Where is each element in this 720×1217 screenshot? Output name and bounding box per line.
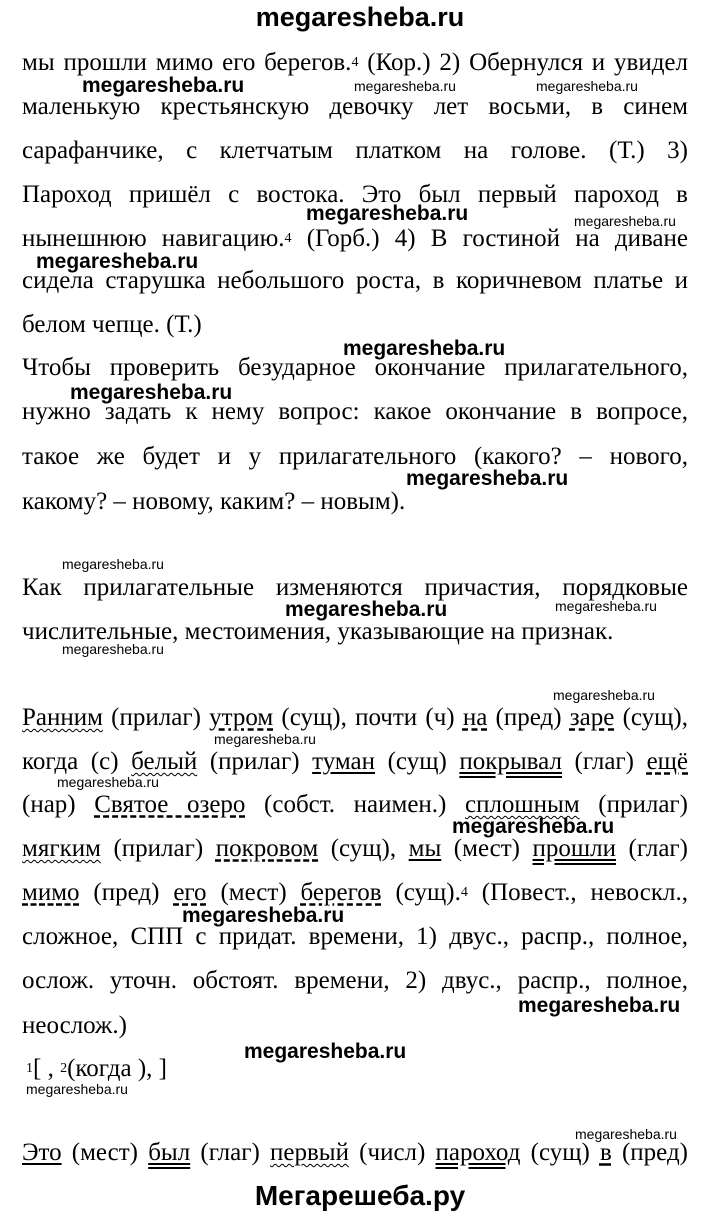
word-object: покровом (215, 835, 319, 862)
watermark: megaresheba.ru (574, 213, 676, 229)
word-predicate: был (148, 1139, 191, 1166)
text-line: мы прошли мимо его берегов.$^4$ (Кор.) 2) Обернулся и увидел (22, 49, 688, 76)
watermark: megaresheba.ru (57, 774, 159, 790)
text-line: такое же будет и у прилагательного (какого? – нового, (22, 443, 688, 470)
text-line: Как прилагательные изменяются причастия, порядковые (22, 574, 688, 601)
watermark: megaresheba.ru (452, 815, 615, 838)
word-subject: мы (408, 835, 442, 862)
watermark: megaresheba.ru (62, 641, 164, 657)
word-circumstance: мимо (22, 879, 80, 906)
watermark: megaresheba.ru (536, 78, 638, 94)
word-predicate: пароход (435, 1139, 521, 1166)
watermark: megaresheba.ru (26, 1081, 128, 1097)
watermark: megaresheba.ru (518, 994, 681, 1017)
text-line: числительные, местоимения, указывающие на признак. (22, 618, 614, 645)
word-definition: первый (270, 1139, 349, 1166)
word-definition: Ранним (22, 704, 103, 731)
word-circumstance: утром (209, 704, 274, 731)
site-footer: Мегарешеба.ру (254, 1180, 466, 1211)
word-circumstance: ещё (646, 748, 689, 775)
watermark: megaresheba.ru (306, 202, 469, 225)
text-line: мимо (пред) его (мест) берегов (сущ).$^4$ (Повест., невоскл., (22, 879, 689, 906)
watermark: megaresheba.ru (244, 1040, 407, 1063)
word-subject: туман (312, 748, 376, 775)
word-subject: Это (22, 1139, 62, 1166)
text-line: когда (с) белый (прилаг) туман (сущ) покрывал (глаг) ещё (22, 748, 689, 775)
text-line: Пароход пришёл с востока. Это был первый пароход в (22, 181, 688, 208)
word-circumstance: в (599, 1139, 612, 1166)
watermark: megaresheba.ru (62, 556, 164, 572)
word-circumstance: его (173, 879, 207, 906)
word-definition: белый (131, 748, 198, 775)
text-line: нужно задать к нему вопрос: какое окончание в вопросе, (22, 398, 688, 425)
text-line: мягким (прилаг) покровом (сущ), мы (мест) прошли (глаг) (22, 835, 688, 862)
watermark: megaresheba.ru (553, 687, 655, 703)
word-predicate: прошли (532, 835, 617, 862)
word-definition: мягким (22, 835, 101, 862)
text-line: (нар) Святое озеро (собст. наимен.) сплошным (прилаг) (22, 791, 688, 818)
watermark: megaresheba.ru (555, 598, 657, 614)
text-line: Ранним (прилаг) утром (сущ), почти (ч) на (пред) заре (сущ), (22, 704, 688, 731)
text-line: маленькую крестьянскую девочку лет восьми, в синем (22, 93, 688, 120)
text-line: Это (мест) был (глаг) первый (числ) пароход (сущ) в (пред) (22, 1139, 688, 1166)
watermark: megaresheba.ru (575, 1126, 677, 1142)
text-line: сложное, СПП с придат. времени, 1) двус., распр., полное, (22, 923, 688, 950)
word-circumstance: берегов (300, 879, 382, 906)
text-line: ослож. уточн. обстоят. времени, 2) двус., распр., полное, (22, 967, 688, 994)
watermark: megaresheba.ru (70, 381, 233, 404)
watermark: megaresheba.ru (406, 467, 569, 490)
text-line: нынешнюю навигацию.$^4$ (Горб.) 4) В гостиной на диване (22, 225, 688, 252)
watermark: megaresheba.ru (354, 78, 456, 94)
text-line: Чтобы проверить безударное окончание прилагательного, (22, 354, 688, 381)
text-line: неослож.) (22, 1012, 127, 1039)
watermark: megaresheba.ru (82, 74, 245, 97)
text-line: белом чепце. (Т.) (22, 311, 202, 338)
word-circumstance: заре (569, 704, 615, 731)
text-line: сарафанчике, с клетчатым платком на голове. (Т.) 3) (22, 137, 688, 164)
site-header: megaresheba.ru (255, 2, 465, 32)
word-circumstance: на (462, 704, 488, 731)
text-line: какому? – новому, каким? – новым). (22, 488, 406, 515)
sentence-scheme: $^1$[ , $^2$(когда ), ] (26, 1055, 168, 1082)
text-line: сидела старушка небольшого роста, в коричневом платье и (22, 267, 688, 294)
watermark: megaresheba.ru (285, 598, 448, 621)
watermark: megaresheba.ru (343, 337, 506, 360)
watermark: megaresheba.ru (36, 250, 199, 273)
watermark: megaresheba.ru (182, 904, 345, 927)
word-object: Святое озеро (94, 791, 246, 818)
watermark: megaresheba.ru (214, 731, 316, 747)
word-definition: сплошным (464, 791, 580, 818)
word-predicate: покрывал (459, 748, 562, 775)
